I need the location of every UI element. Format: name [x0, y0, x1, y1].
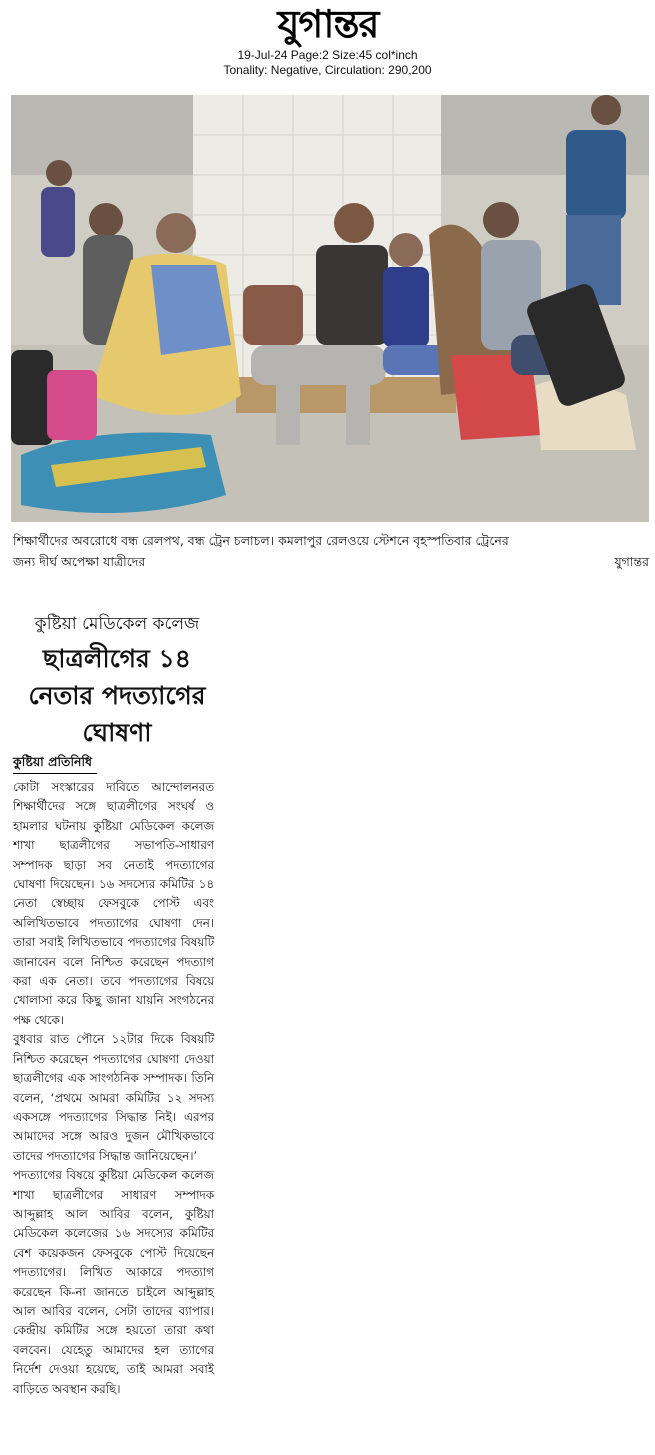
article-byline: কুষ্টিয়া প্রতিনিধি — [13, 753, 97, 774]
article-body — [13, 778, 214, 1399]
article-headline: ছাত্রলীগের ১৪ নেতার পদত্যাগের ঘোষণা — [28, 644, 206, 747]
article-kicker: কুষ্টিয়া মেডিকেল কলেজ — [34, 614, 200, 634]
photo-credit: যুগান্তর — [614, 554, 649, 569]
clipping-meta-date: 19-Jul-24 Page:2 Size:45 col*inch — [237, 48, 418, 62]
article-paragraph: বুধবার রাত পৌনে ১২টার দিকে বিষয়টি নিশ্চিত করেছেন পদত্যাগের ঘোষণা দেওয়া ছাত্রলীগের এক সাংগঠনিক সম্পাদক। তিনি বলেন, ‘প্রথমে আমরা কমিটির ১২ সদস্য একসঙ্গে পদত্যাগের সিদ্ধান্ত নিই। এরপর আমাদের সঙ্গে আরও দুজন মৌখিকভাবে তাদের পদত্যাগের সিদ্ধান্ত জানিয়েছেন।’ — [13, 1032, 214, 1163]
news-photo — [11, 95, 649, 522]
photo-caption-line2 — [13, 552, 649, 572]
photo-caption: শিক্ষার্থীদের অবরোধে বন্ধ রেলপথ, বন্ধ ট্রেন চলাচল। কমলাপুর রেলওয়ে স্টেশনে বৃহস্পতিবার ট্রেনের — [13, 533, 509, 548]
article-paragraph: কোটা সংস্কারের দাবিতে আন্দোলনরত শিক্ষার্থীদের সঙ্গে ছাত্রলীগের সংঘর্ষ ও হামলার ঘটনায় কুষ্টিয়া মেডিকেল কলেজ শাখা ছাত্রলীগের সভাপতি-সাধারণ সম্পাদক ছাড়া সব নেতাই পদত্যাগের ঘোষণা দিয়েছেন। ১৬ সদস্যের কমিটির ১৪ নেতা স্বেচ্ছায় ফেসবুকে পোস্ট এবং অলিখিতভাবে পদত্যাগের ঘোষণা দেন। তারা সবাই লিখিতভাবে পদত্যাগের বিষয়টি জানাবেন বলে নিশ্চিত করেছেন পদত্যাগ করা এক নেতা। তবে পদত্যাগের বিষয়ে খোলাসা করে কিছু জানা যায়নি সংগঠনের পক্ষ থেকে। — [13, 780, 214, 1027]
newspaper-logo: যুগান্তর — [277, 1, 379, 46]
photo-caption-end: জন্য দীর্ঘ অপেক্ষা যাত্রীদের — [13, 554, 146, 569]
article-paragraph: পদত্যাগের বিষয়ে কুষ্টিয়া মেডিকেল কলেজ শাখা ছাত্রলীগের সাধারণ সম্পাদক আব্দুল্লাহ আল আবির বলেন, কুষ্টিয়া মেডিকেল কলেজের ১৬ সদস্যের কমিটির বেশ কয়েকজন ফেসবুকে পোস্ট দিয়েছেন পদত্যাগের। লিখিত আকারে পদত্যাগ করেছেন কি-না জানতে চাইলে আব্দুল্লাহ আল আবির বলেন, সেটা তাদের ব্যাপার। কেন্দ্রীয় কমিটির সঙ্গে হয়তো তারা কথা বলবেন। যেহেতু আমাদের হল ত্যাগের নির্দেশ দেওয়া হয়েছে, তাই আমরা সবাই বাড়িতে অবস্থান করছি। — [13, 1168, 214, 1396]
clipping-meta-tonality: Tonality: Negative, Circulation: 290,200 — [223, 63, 432, 77]
